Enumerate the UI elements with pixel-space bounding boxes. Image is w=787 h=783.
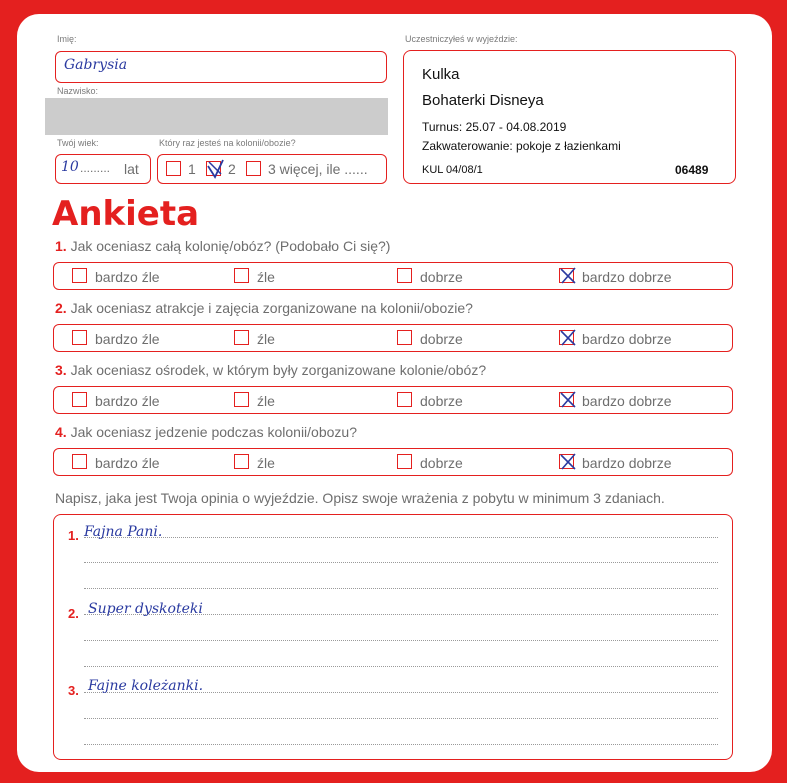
option-checkbox-1[interactable] [72, 392, 87, 407]
name-field[interactable] [55, 51, 387, 83]
camp-info-box [403, 50, 736, 184]
question-text: Jak oceniasz ośrodek, w którym były zorganizowane kolonie/obóz? [70, 362, 487, 378]
option-checkbox-2[interactable] [234, 330, 249, 345]
opinion-text-2: Super dyskoteki [88, 601, 203, 617]
which-time-label: Który raz jesteś na kolonii/obozie? [159, 138, 296, 148]
option-label-3: dobrze [420, 393, 463, 409]
option-label-1: bardzo źle [95, 393, 160, 409]
opinion-prompt: Napisz, jaka jest Twoja opinia o wyjeździe. Opisz swoje wrażenia z pobytu w minimum 3 zdaniach. [55, 490, 665, 506]
option-checkbox-4[interactable] [559, 330, 574, 345]
answer-row-2 [53, 324, 733, 352]
camp-code: KUL 04/08/1 [422, 164, 483, 176]
times-checkbox-1[interactable] [166, 161, 181, 176]
question-number: 3. [55, 362, 67, 378]
age-value: 10 [61, 159, 79, 175]
question-text: Jak oceniasz atrakcje i zajęcia zorganizowane na kolonii/obozie? [70, 300, 473, 316]
question-text: Jak oceniasz jedzenie podczas kolonii/obozu? [70, 424, 357, 440]
option-label-1: bardzo źle [95, 269, 160, 285]
option-label-2: źle [257, 331, 275, 347]
option-checkbox-2[interactable] [234, 392, 249, 407]
question-3 [55, 362, 486, 378]
camp-line2: Bohaterki Disneya [422, 92, 544, 109]
surname-label: Nazwisko: [57, 86, 99, 96]
times-checkbox-3[interactable] [246, 161, 261, 176]
cross-mark-icon [557, 265, 579, 287]
option-checkbox-4[interactable] [559, 454, 574, 469]
option-checkbox-1[interactable] [72, 268, 87, 283]
option-label-1: bardzo źle [95, 331, 160, 347]
opinion-box[interactable] [53, 514, 733, 760]
question-text: Jak oceniasz całą kolonię/obóz? (Podobało Ci się?) [70, 238, 391, 254]
option-label-3: dobrze [420, 269, 463, 285]
option-label-4: bardzo dobrze [582, 269, 672, 285]
option-checkbox-4[interactable] [559, 268, 574, 283]
question-number: 2. [55, 300, 67, 316]
camp-number: 06489 [675, 163, 709, 177]
opinion-num-3: 3. [68, 683, 79, 698]
survey-title: Ankieta [52, 194, 200, 234]
answer-row-4 [53, 448, 733, 476]
option-checkbox-2[interactable] [234, 454, 249, 469]
camp-line1: Kulka [422, 66, 460, 83]
opinion-text-1: Fajna Pani. [84, 524, 163, 540]
surname-redacted [45, 98, 388, 135]
option-checkbox-3[interactable] [397, 268, 412, 283]
participant-label: Uczestniczyłeś w wyjeździe: [405, 34, 518, 44]
cross-mark-icon [557, 389, 579, 411]
which-time-field [157, 154, 387, 184]
age-field[interactable] [55, 154, 151, 184]
cross-mark-icon [557, 327, 579, 349]
times-label-2: 2 [228, 161, 236, 177]
option-label-2: źle [257, 455, 275, 471]
option-label-3: dobrze [420, 331, 463, 347]
option-checkbox-4[interactable] [559, 392, 574, 407]
name-value: Gabrysia [64, 57, 128, 73]
option-label-4: bardzo dobrze [582, 331, 672, 347]
age-dots: ......... [80, 161, 111, 175]
option-checkbox-3[interactable] [397, 330, 412, 345]
option-checkbox-3[interactable] [397, 454, 412, 469]
times-label-3: 3 więcej, ile ...... [268, 161, 368, 177]
survey-sheet [17, 14, 772, 772]
option-checkbox-1[interactable] [72, 330, 87, 345]
option-label-3: dobrze [420, 455, 463, 471]
option-label-2: źle [257, 393, 275, 409]
option-label-4: bardzo dobrze [582, 393, 672, 409]
age-unit: lat [124, 161, 139, 177]
question-4 [55, 424, 357, 440]
question-number: 1. [55, 238, 67, 254]
opinion-num-1: 1. [68, 528, 79, 543]
age-label: Twój wiek: [57, 138, 99, 148]
question-2 [55, 300, 473, 316]
check-mark-icon [204, 158, 226, 180]
option-checkbox-2[interactable] [234, 268, 249, 283]
option-label-2: źle [257, 269, 275, 285]
option-checkbox-3[interactable] [397, 392, 412, 407]
question-1 [55, 238, 390, 254]
option-checkbox-1[interactable] [72, 454, 87, 469]
opinion-num-2: 2. [68, 606, 79, 621]
option-label-4: bardzo dobrze [582, 455, 672, 471]
answer-row-3 [53, 386, 733, 414]
times-label-1: 1 [188, 161, 196, 177]
name-label: Imię: [57, 34, 77, 44]
question-number: 4. [55, 424, 67, 440]
opinion-text-3: Fajne koleżanki. [88, 678, 204, 694]
cross-mark-icon [557, 451, 579, 473]
answer-row-1 [53, 262, 733, 290]
camp-accommodation: Zakwaterowanie: pokoje z łazienkami [422, 139, 621, 153]
times-checkbox-2[interactable] [206, 161, 221, 176]
option-label-1: bardzo źle [95, 455, 160, 471]
camp-turnus: Turnus: 25.07 - 04.08.2019 [422, 120, 567, 134]
